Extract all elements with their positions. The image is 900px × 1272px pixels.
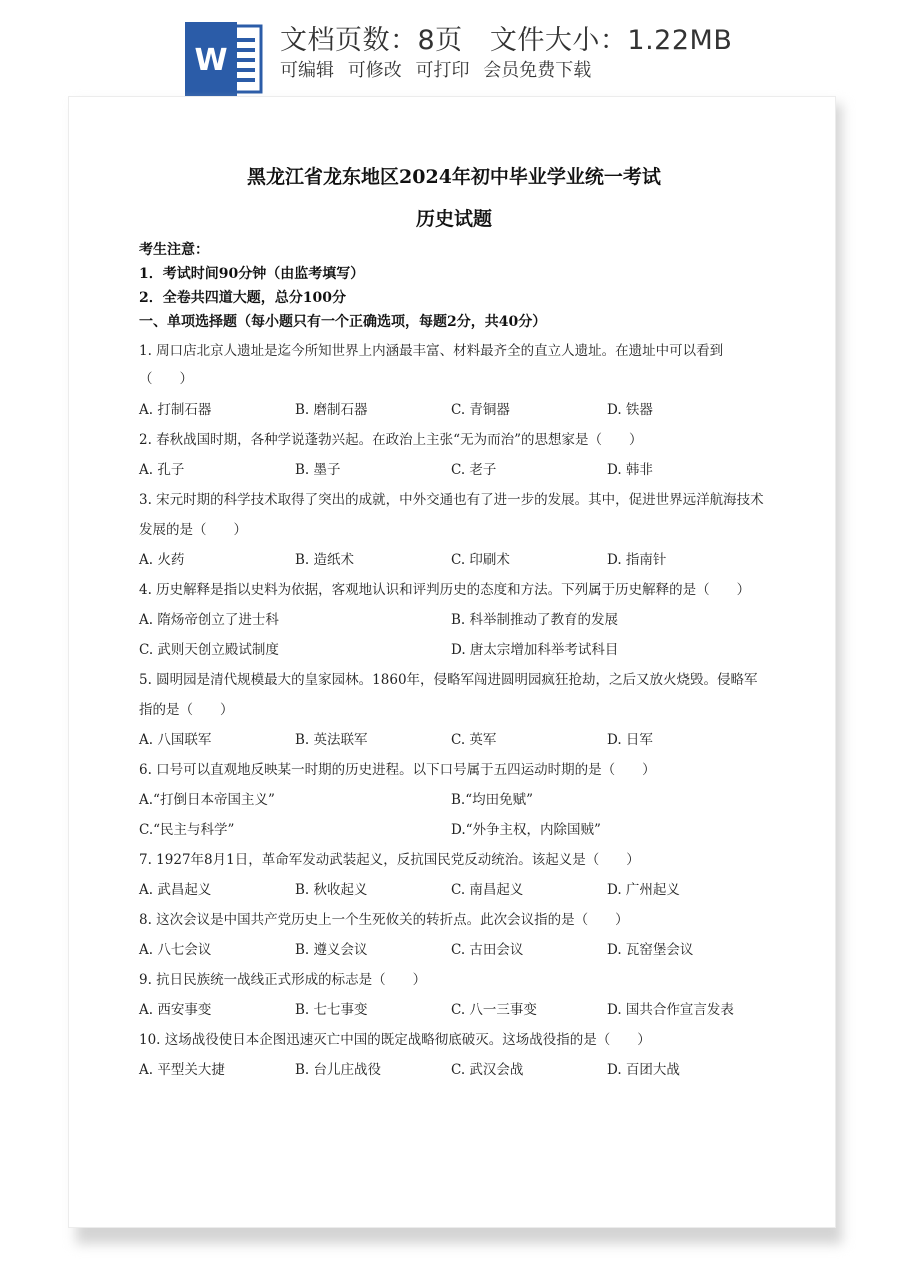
notice-heading: 考生注意： xyxy=(139,242,209,258)
answer-option: C. 武汉会战 xyxy=(451,1062,524,1078)
answer-option: C.“民主与科学” xyxy=(139,822,235,838)
answer-option: D.“外争主权，内除国贼” xyxy=(451,822,601,838)
answer-option: B. 墨子 xyxy=(295,462,341,478)
answer-option: C. 古田会议 xyxy=(451,942,524,958)
question-text: 3. 宋元时期的科学技术取得了突出的成就，中外交通也有了进一步的发展。其中，促进世界远洋航海技术 xyxy=(139,492,764,508)
answer-option: B. 台儿庄战役 xyxy=(295,1062,382,1078)
answer-option: A. 八七会议 xyxy=(139,942,212,958)
answer-option: B. 七七事变 xyxy=(295,1002,368,1018)
question-text: （ ） xyxy=(139,371,193,387)
answer-option: C. 英军 xyxy=(451,732,497,748)
answer-option: A. 平型关大捷 xyxy=(139,1062,225,1078)
answer-option: A. 隋炀帝创立了进士科 xyxy=(139,612,279,628)
answer-option: B. 科举制推动了教育的发展 xyxy=(451,612,619,628)
question-text: 5. 圆明园是清代规模最大的皇家园林。1860年，侵略军闯进圆明园疯狂抢劫，之后又放火烧毁。侵略军 xyxy=(139,672,758,688)
answer-option: C. 八一三事变 xyxy=(451,1002,537,1018)
notice-item: 1．考试时间90分钟（由监考填写） xyxy=(139,266,365,282)
question-text: 8. 这次会议是中国共产党历史上一个生死攸关的转折点。此次会议指的是（ ） xyxy=(139,912,629,928)
question-text: 1. 周口店北京人遗址是迄今所知世界上内涵最丰富、材料最齐全的直立人遗址。在遗址中可以看到 xyxy=(139,343,724,359)
question-text: 7. 1927年8月1日，革命军发动武装起义，反抗国民党反动统治。该起义是（ ） xyxy=(139,852,640,868)
exam-title: 黑龙江省龙东地区2024年初中毕业学业统一考试 xyxy=(247,166,661,188)
feature-editable: 可编辑 xyxy=(280,60,334,81)
question-text: 指的是（ ） xyxy=(139,702,234,718)
word-document-icon xyxy=(185,22,265,96)
answer-option: D. 唐太宗增加科举考试科目 xyxy=(451,642,619,658)
answer-option: D. 指南针 xyxy=(607,552,667,568)
question-text: 2. 春秋战国时期，各种学说蓬勃兴起。在政治上主张“无为而治”的思想家是（ ） xyxy=(139,432,643,448)
answer-option: B.“均田免赋” xyxy=(451,792,534,808)
answer-option: D. 日军 xyxy=(607,732,653,748)
answer-option: A.“打倒日本帝国主义” xyxy=(139,792,275,808)
answer-option: B. 磨制石器 xyxy=(295,402,368,418)
answer-option: B. 英法联军 xyxy=(295,732,368,748)
feature-free-download: 会员免费下载 xyxy=(483,60,592,81)
answer-option: A. 西安事变 xyxy=(139,1002,212,1018)
answer-option: C. 青铜器 xyxy=(451,402,510,418)
answer-option: C. 武则天创立殿试制度 xyxy=(139,642,279,658)
answer-option: D. 广州起义 xyxy=(607,882,680,898)
question-text: 6. 口号可以直观地反映某一时期的历史进程。以下口号属于五四运动时期的是（ ） xyxy=(139,762,656,778)
answer-option: B. 造纸术 xyxy=(295,552,355,568)
document-page xyxy=(68,96,836,1228)
answer-option: A. 孔子 xyxy=(139,462,185,478)
question-text: 9. 抗日民族统一战线正式形成的标志是（ ） xyxy=(139,972,427,988)
answer-option: C. 老子 xyxy=(451,462,497,478)
answer-option: D. 韩非 xyxy=(607,462,653,478)
answer-option: C. 印刷术 xyxy=(451,552,510,568)
answer-option: B. 秋收起义 xyxy=(295,882,368,898)
notice-item: 2．全卷共四道大题，总分100分 xyxy=(139,290,346,306)
answer-option: A. 火药 xyxy=(139,552,185,568)
answer-option: A. 打制石器 xyxy=(139,402,212,418)
section-heading: 一、单项选择题（每小题只有一个正确选项，每题2分，共40分） xyxy=(139,314,547,330)
question-text: 4. 历史解释是指以史料为依据，客观地认识和评判历史的态度和方法。下列属于历史解释的是（ ） xyxy=(139,582,751,598)
answer-option: C. 南昌起义 xyxy=(451,882,524,898)
answer-option: D. 铁器 xyxy=(607,402,653,418)
document-info-title: 文档页数：8页 文件大小：1.22MB xyxy=(280,25,733,56)
exam-subject: 历史试题 xyxy=(415,208,492,230)
answer-option: B. 遵义会议 xyxy=(295,942,368,958)
answer-option: D. 国共合作宣言发表 xyxy=(607,1002,734,1018)
answer-option: A. 八国联军 xyxy=(139,732,212,748)
answer-option: D. 百团大战 xyxy=(607,1062,680,1078)
feature-printable: 可打印 xyxy=(415,60,470,81)
answer-option: D. 瓦窑堡会议 xyxy=(607,942,694,958)
question-text: 10. 这场战役使日本企图迅速灭亡中国的既定战略彻底破灭。这场战役指的是（ ） xyxy=(139,1032,651,1048)
feature-list xyxy=(280,56,599,82)
answer-option: A. 武昌起义 xyxy=(139,882,212,898)
svg-text:W: W xyxy=(194,43,228,78)
feature-modifiable: 可修改 xyxy=(347,60,402,81)
question-text: 发展的是（ ） xyxy=(139,522,247,538)
download-banner xyxy=(0,0,900,100)
